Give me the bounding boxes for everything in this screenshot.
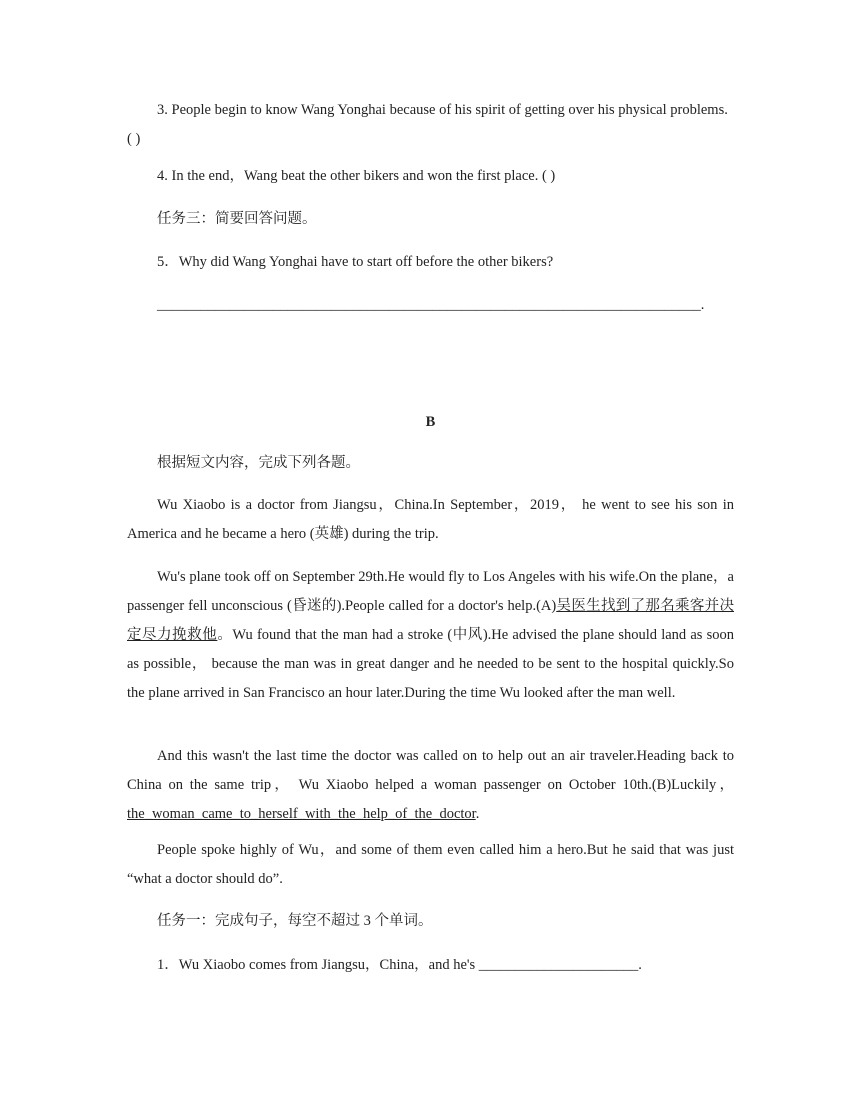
passage-paragraph-4: People spoke highly of Wu，and some of them even called him a hero.But he said that was just “what a doctor should do”.	[127, 842, 734, 887]
question-3: 3. People begin to know Wang Yonghai because of his spirit of getting over his physical problems. ( )	[127, 102, 728, 147]
paragraph-3-text-b: .	[475, 806, 480, 822]
paragraph-2-text-a: Wu's plane took off on September 29th.He would fly to Los Angeles with his wife.On the plane，a passenger fell unconscious (昏迷的).People called for a doctor's help.(A)	[127, 569, 734, 614]
paragraph-2-text-b: 。Wu found that the man had a stroke (中风).He advised the plane should land as soon as possible， because the man was in great danger and he needed to be sent to the hospital quickly.So the plane arrived in San Francisco an hour later.During the time Wu looked after the man well.	[127, 627, 735, 701]
passage-paragraph-2	[127, 563, 734, 708]
section-b-heading: B	[425, 414, 436, 430]
question-5-answer-line: ___________________________________________________________________________.	[157, 297, 705, 313]
translation-target-b: the_woman_came_to_herself_with_the_help_of_the_doctor	[127, 806, 476, 822]
paragraph-3-text-a: And this wasn't the last time the doctor was called on to help out an air traveler.Heading back to China on the same trip， Wu Xiaobo helped a woman passenger on October 10th.(B)Luckily，	[127, 748, 734, 793]
question-1: 1．Wu Xiaobo comes from Jiangsu，China，and he's ______________________.	[157, 957, 642, 973]
task-3-heading: 任务三：简要回答问题。	[157, 211, 317, 227]
task-1-heading: 任务一：完成句子，每空不超过 3 个单词。	[157, 913, 433, 929]
question-4: 4. In the end，Wang beat the other bikers and won the first place. ( )	[157, 168, 556, 184]
question-5: 5．Why did Wang Yonghai have to start off before the other bikers?	[157, 254, 554, 270]
passage-paragraph-1: Wu Xiaobo is a doctor from Jiangsu，China.In September，2019， he went to see his son in America and he became a hero (英雄) during the trip.	[127, 497, 734, 542]
passage-paragraph-3	[127, 742, 734, 829]
section-b-instruction: 根据短文内容，完成下列各题。	[157, 455, 360, 471]
translation-target-a: 吴医生找到了那名乘客并决定尽力挽救他	[127, 598, 734, 643]
